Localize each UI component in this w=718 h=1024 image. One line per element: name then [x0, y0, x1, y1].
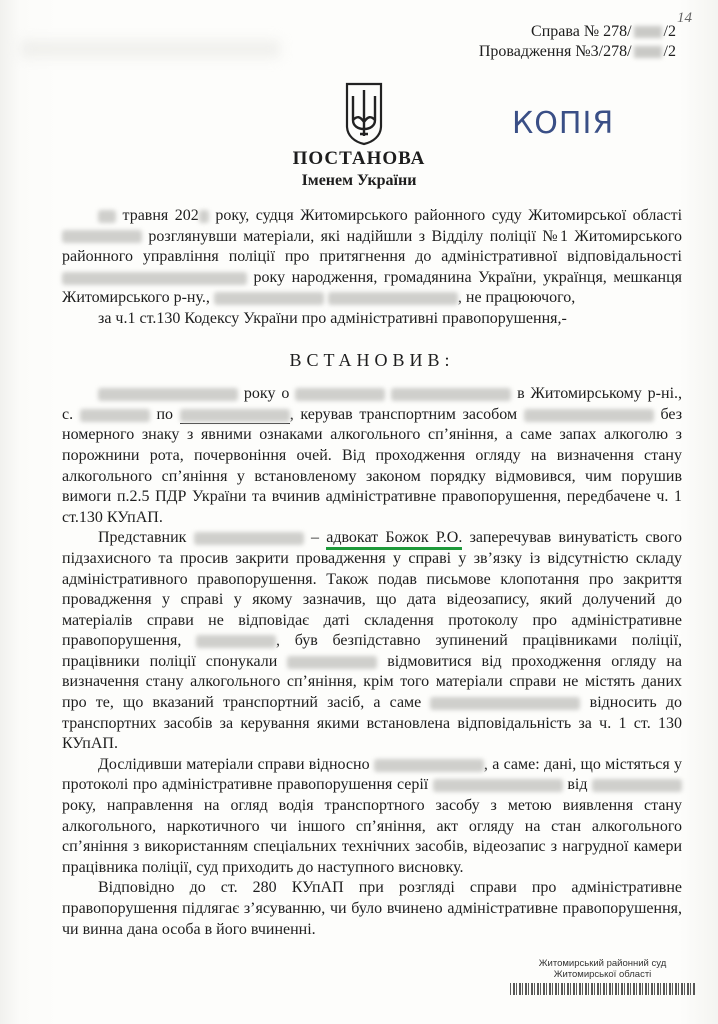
facts-paragraph-4: Відповідно до ст. 280 КУпАП при розгляді справи про адміністративне правопорушення підлягає з’ясуванню, чи було вчинено адміністративне правопорушення, чи винна дана особа в його вчиненні. — [62, 879, 682, 938]
article-paragraph: за ч.1 ст.130 Кодексу України про адміністративні правопорушення,- — [98, 309, 567, 327]
trident-emblem-icon — [343, 82, 385, 146]
case-meta — [479, 22, 676, 62]
copy-stamp: КОПІЯ — [512, 106, 615, 141]
facts-paragraph-1: року о в Житомирському р-ні., с. по , керував транспортним засобом без номерного знаку з явними ознаками алкогольного сп’яніння, а саме запах алкоголю з порожнини рота, почервоніння очей. Від проходження огляду на визначення стану алкогольного сп’яніння у встановленому законом порядку відмовився, чим порушив вимоги п.2.5 ПДР України та вчинив адміністративне правопорушення, передбачене ч. 1 ст.130 КУпАП. — [62, 385, 683, 526]
sheet-number: 14 — [677, 10, 692, 26]
facts-paragraph-2: Представник – адвокат Божок Р.О. заперечував винуватість свого підзахисного та просив закрити провадження у справі у зв’язку із відсутністю складу адміністративного правопорушення. Також подав письмове клопотання про закриття провадження у справі у якому зазначив, що дата відеозапису, який долучений до матеріалів справи не відповідає даті складення протоколу про адміністративне правопорушення, , був безпідставно зупинений працівниками поліції, працівники поліції спонукали відмовитися від проходження огляду на визначення стану алкогольного сп’яніння, крім того матеріали справи не містять даних про те, що вказаний транспортний засіб, а саме відносить до транспортних засобів за керування якими встановлена відповідальність за ч. 1 ст. 130 КУпАП. — [62, 529, 683, 753]
document-title: ПОСТАНОВА — [292, 148, 426, 169]
barcode-icon — [510, 983, 695, 995]
lawyer-name: адвокат Божок Р.О. — [326, 529, 462, 550]
established-heading: ВСТАНОВИВ: — [289, 349, 455, 370]
case-number: Справа № 278/ /2 — [531, 23, 676, 40]
scan-smudge — [20, 40, 280, 58]
court-registry-stamp: Житомирський районний суд Житомирської області — [510, 958, 695, 995]
proceeding-number: Провадження №3/278/ /2 — [478, 43, 676, 60]
intro-paragraph: травня 202 року, судця Житомирського районного суду Житомирської області розглянувши матеріали, які надійшли з Відділу поліції №1 Житомирського районного управління поліції про притягнення до адміністративної відповідальності року народження, громадянина України, українця, мешканця Житомирського р-ну., , не працюючого, — [62, 207, 683, 307]
facts-paragraph-3: Дослідивши матеріали справи відносно , а саме: дані, що містяться у протоколі про адміністративне правопорушення серії від року, направлення на огляд водія транспортного засобу з метою виявлення стану алкогольного, наркотичного чи іншого сп’яніння, акт огляду на стан алкогольного сп’яніння з використанням спеціальних технічних засобів, відеозапис з нагрудної камери працівника поліції, суд приходить до наступного висновку. — [62, 755, 683, 876]
document-subtitle: Іменем України — [301, 172, 417, 189]
document-body — [62, 206, 682, 940]
